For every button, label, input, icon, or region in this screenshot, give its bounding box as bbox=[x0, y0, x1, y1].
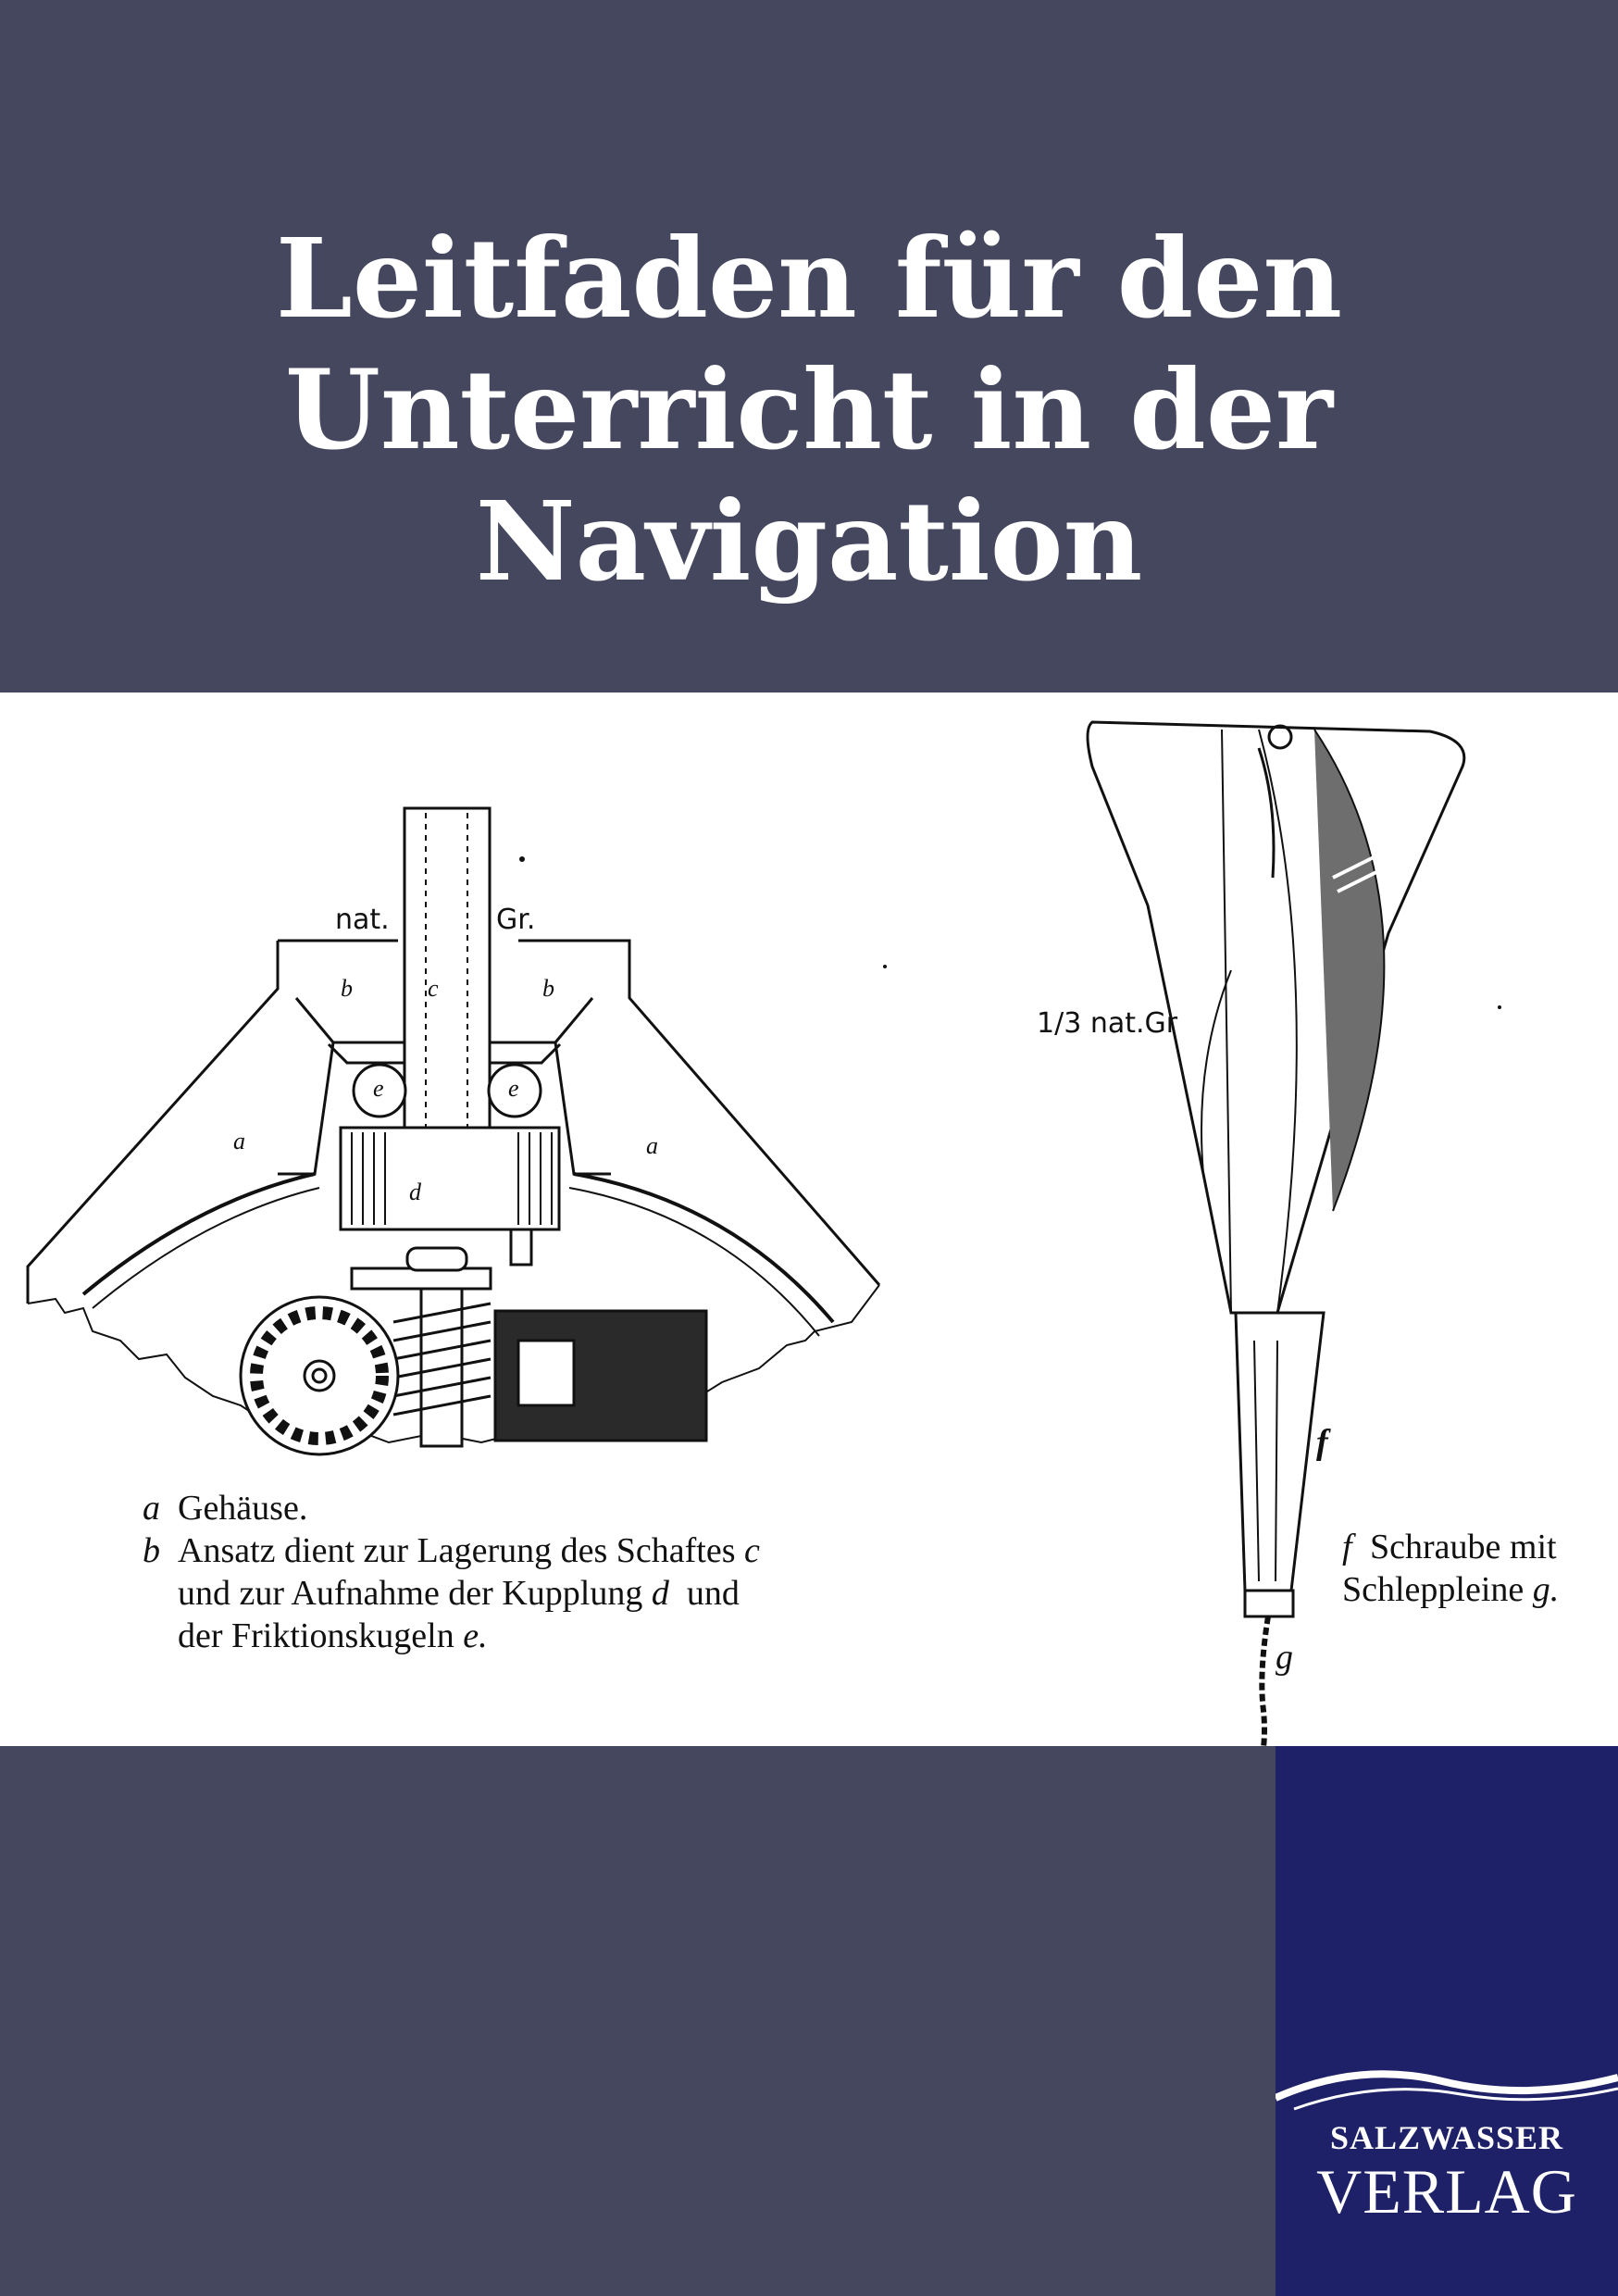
right-figure-caption bbox=[1342, 1526, 1611, 1611]
part-label-b-left: b bbox=[341, 975, 353, 1002]
right-scale-label: 1/3 nat.Gr bbox=[1037, 1007, 1178, 1040]
log-mechanism-drawing bbox=[28, 808, 879, 1454]
part-label-f: f bbox=[1316, 1423, 1328, 1462]
part-label-g: g bbox=[1276, 1638, 1293, 1677]
book-title bbox=[0, 213, 1618, 607]
part-label-e-left: e bbox=[373, 1075, 384, 1102]
part-label-d: d bbox=[409, 1179, 421, 1205]
part-label-b-right: b bbox=[542, 975, 554, 1002]
publisher-name-line-1: SALZWASSER bbox=[1329, 2119, 1564, 2156]
caption-text-a: Gehäuse. bbox=[178, 1489, 308, 1528]
caption-key-a: a bbox=[143, 1489, 160, 1528]
left-figure-caption bbox=[143, 1487, 828, 1657]
caption-ref-g: g. bbox=[1532, 1570, 1560, 1609]
caption-text-b-1: Ansatz dient zur Lagerung des Schaftes bbox=[178, 1531, 736, 1570]
caption-text-b-2-end: und bbox=[686, 1574, 740, 1613]
part-label-c: c bbox=[428, 975, 439, 1002]
title-line-2: Unterricht in der bbox=[284, 345, 1334, 474]
caption-key-b: b bbox=[143, 1531, 160, 1570]
publisher-name-line-2: VERLAG bbox=[1316, 2156, 1577, 2227]
caption-text-f-2: Schleppleine bbox=[1342, 1570, 1525, 1609]
caption-ref-c: c bbox=[744, 1531, 760, 1570]
left-scale-label-2: Gr. bbox=[496, 904, 536, 936]
caption-ref-d: d bbox=[651, 1574, 669, 1613]
caption-text-b-2: und zur Aufnahme der Kupplung bbox=[178, 1574, 643, 1613]
part-label-a-left: a bbox=[233, 1128, 245, 1154]
publisher-logo bbox=[1276, 1746, 1618, 2296]
caption-ref-e: e. bbox=[463, 1616, 488, 1655]
title-line-1: Leitfaden für den bbox=[275, 214, 1343, 343]
cover-header bbox=[0, 0, 1618, 693]
caption-key-f: f bbox=[1342, 1528, 1352, 1566]
wave-icon bbox=[1276, 2061, 1618, 2116]
caption-text-b-3: der Friktionskugeln bbox=[178, 1616, 454, 1655]
left-scale-label-1: nat. bbox=[335, 904, 390, 936]
part-label-a-right: a bbox=[646, 1132, 658, 1159]
title-line-3: Navigation bbox=[475, 477, 1143, 605]
caption-text-f-1: Schraube mit bbox=[1370, 1528, 1557, 1566]
part-label-e-right: e bbox=[508, 1075, 519, 1102]
illustration-plate bbox=[0, 693, 1618, 1746]
